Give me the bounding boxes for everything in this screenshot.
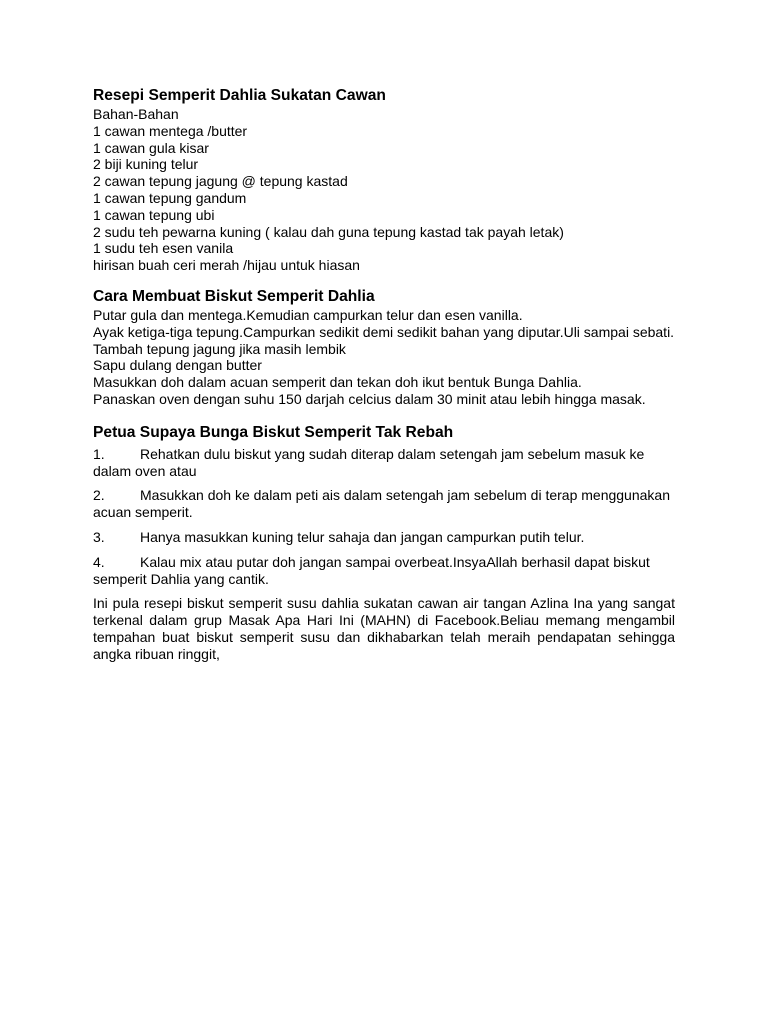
ingredient-item: 2 cawan tepung jagung @ tepung kastad bbox=[93, 173, 348, 190]
tip-text: Rehatkan dulu biskut yang sudah diterap dalam setengah jam sebelum masuk ke dalam oven atau bbox=[93, 445, 645, 479]
recipe-title: Resepi Semperit Dahlia Sukatan Cawan bbox=[93, 87, 386, 104]
ingredient-item: 2 biji kuning telur bbox=[93, 156, 199, 173]
tip-item bbox=[93, 446, 675, 480]
tips-title: Petua Supaya Bunga Biskut Semperit Tak Rebah bbox=[93, 423, 454, 441]
tip-text: Hanya masukkan kuning telur sahaja dan jangan campurkan putih telur. bbox=[140, 528, 585, 545]
ingredient-item: 2 sudu teh pewarna kuning ( kalau dah guna tepung kastad tak payah letak) bbox=[93, 223, 564, 240]
tip-number: 4. bbox=[93, 553, 105, 570]
tip-number: 3. bbox=[93, 528, 105, 545]
method-step: Ayak ketiga-tiga tepung.Campurkan sedikit demi sedikit bahan yang diputar.Uli sampai sebati. bbox=[93, 323, 675, 340]
method-title: Cara Membuat Biskut Semperit Dahlia bbox=[93, 287, 375, 305]
method-step: Tambah tepung jagung jika masih lembik bbox=[93, 340, 346, 357]
method-step: Putar gula dan mentega.Kemudian campurkan telur dan esen vanilla. bbox=[93, 306, 523, 323]
tip-number: 1. bbox=[93, 445, 105, 462]
method-step: Masukkan doh dalam acuan semperit dan tekan doh ikut bentuk Bunga Dahlia. bbox=[93, 374, 582, 391]
tip-item bbox=[93, 529, 675, 546]
ingredient-item: 1 sudu teh esen vanila bbox=[93, 240, 234, 257]
closing-paragraph: Ini pula resepi biskut semperit susu dahlia sukatan cawan air tangan Azlina Ina yang sangat terkenal dalam grup Masak Apa Hari Ini (MAHN) di Facebook.Beliau memang mengambil tempahan buat biskut semperit susu dan dikhabarkan telah meraih pendapatan sehingga angka ribuan ringgit, bbox=[93, 595, 675, 662]
tip-text: Kalau mix atau putar doh jangan sampai overbeat.InsyaAllah berhasil dapat biskut semperit Dahlia yang cantik. bbox=[93, 553, 650, 587]
tip-item bbox=[93, 487, 675, 521]
document-page bbox=[93, 86, 675, 663]
ingredient-item: 1 cawan tepung ubi bbox=[93, 206, 215, 223]
ingredient-item: 1 cawan gula kisar bbox=[93, 139, 209, 156]
tip-item bbox=[93, 554, 675, 588]
ingredients-heading: Bahan-Bahan bbox=[93, 106, 179, 122]
ingredient-item: hirisan buah ceri merah /hijau untuk hiasan bbox=[93, 257, 360, 274]
method-step: Sapu dulang dengan butter bbox=[93, 357, 262, 374]
tip-text: Masukkan doh ke dalam peti ais dalam setengah jam sebelum di terap menggunakan acuan semperit. bbox=[93, 487, 670, 521]
tips-list bbox=[93, 446, 675, 588]
tip-number: 2. bbox=[93, 487, 105, 504]
method-step: Panaskan oven dengan suhu 150 darjah celcius dalam 30 minit atau lebih hingga masak. bbox=[93, 390, 646, 407]
ingredient-item: 1 cawan tepung gandum bbox=[93, 189, 247, 206]
ingredient-item: 1 cawan mentega /butter bbox=[93, 122, 248, 139]
